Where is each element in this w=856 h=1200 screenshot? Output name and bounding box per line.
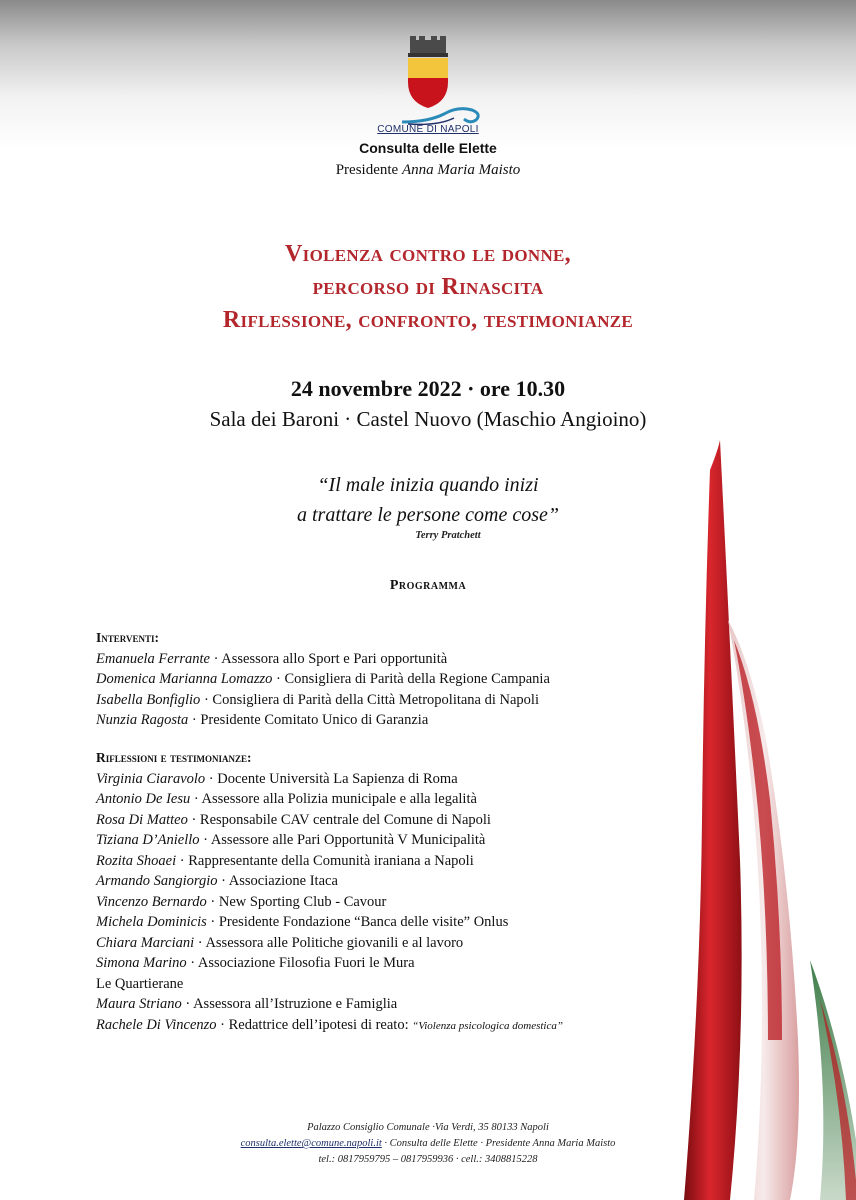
list-item: Virginia Ciaravolo · Docente Università La Sapienza di Roma <box>96 770 458 787</box>
event-date: 24 novembre 2022 · ore 10.30 <box>290 376 566 401</box>
speaker-name: Rozita Shoaei <box>96 852 177 869</box>
list-item: Nunzia Ragosta · Presidente Comitato Unico di Garanzia <box>96 712 429 728</box>
speaker-name: Tiziana D’Aniello <box>96 832 200 848</box>
quote-author: Terry Pratchett <box>415 530 481 541</box>
speaker-role: Docente Università La Sapienza di Roma <box>217 770 458 787</box>
wave-logo-icon <box>398 104 488 126</box>
footer-address: Palazzo Consiglio Comunale ·Via Verdi, 35 80133 Napoli <box>307 1122 549 1133</box>
speaker-name: Vincenzo Bernardo <box>96 893 207 910</box>
list-item: Vincenzo Bernardo · New Sporting Club - Cavour <box>96 893 387 910</box>
speaker-name: Armando Sangiorgio <box>96 873 218 889</box>
list-item: Emanuela Ferrante · Assessora allo Sport e Pari opportunità <box>96 650 448 667</box>
speaker-name: Antonio De Iesu <box>96 791 191 807</box>
footer-org: · Consulta delle Elette · Presidente Anna Maria Maisto <box>381 1138 616 1149</box>
quote-line: a trattare le persone come cose” <box>297 504 559 526</box>
speaker-role: Presidente Fondazione “Banca delle visite” Onlus <box>218 914 509 930</box>
speaker-role: Presidente Comitato Unico di Garanzia <box>200 712 429 728</box>
speaker-name: Virginia Ciaravolo <box>96 770 206 787</box>
event-title <box>0 238 856 337</box>
section-heading: Riflessioni e testimonianze: <box>96 750 252 765</box>
presidente-label: Presidente <box>335 162 399 178</box>
speaker-name: Rachele Di Vincenzo <box>96 1016 217 1033</box>
presidente-line <box>0 162 856 179</box>
list-item: Antonio De Iesu · Assessore alla Polizia municipale e alla legalità <box>96 791 477 807</box>
consulta-label: Consulta delle Elette <box>359 140 497 156</box>
list-item: Armando Sangiorgio · Associazione Itaca <box>96 873 338 889</box>
speaker-role: Assessora all’Istruzione e Famiglia <box>193 996 398 1012</box>
speaker-role: Consigliera di Parità della Città Metropolitana di Napoli <box>212 691 539 708</box>
speaker-role: Redattrice dell’ipotesi di reato: <box>228 1016 409 1033</box>
quote-line: “Il male inizia quando inizi <box>317 474 539 496</box>
speaker-role: Consigliera di Parità della Regione Campania <box>284 671 550 687</box>
email-link[interactable]: consulta.elette@comune.napoli.it <box>240 1138 382 1149</box>
list-item: Michela Dominicis · Presidente Fondazione “Banca delle visite” Onlus <box>96 914 509 930</box>
programma-heading: Programma <box>389 578 467 593</box>
speaker-name: Emanuela Ferrante <box>96 650 210 667</box>
speaker-role: Associazione Itaca <box>228 873 338 889</box>
speaker-name: Nunzia Ragosta <box>96 712 189 728</box>
riflessioni-section <box>96 748 736 1036</box>
speaker-name: Rosa Di Matteo <box>96 811 188 828</box>
list-item: Simona Marino · Associazione Filosofia Fuori le Mura <box>96 955 415 971</box>
speaker-role: Associazione Filosofia Fuori le Mura <box>197 955 415 971</box>
event-venue: Sala dei Baroni · Castel Nuovo (Maschio Angioino) <box>209 407 647 431</box>
list-item: Tiziana D’Aniello · Assessore alle Pari Opportunità V Municipalità <box>96 832 486 848</box>
list-item: Le Quartierane <box>96 975 184 992</box>
interventi-section <box>96 628 736 731</box>
speaker-role: Assessore alla Polizia municipale e alla legalità <box>201 791 477 807</box>
speaker-role: Assessora alle Politiche giovanili e al lavoro <box>205 934 464 951</box>
list-item: Isabella Bonfiglio · Consigliera di Parità della Città Metropolitana di Napoli <box>96 691 539 708</box>
speaker-name: Maura Striano <box>96 996 182 1012</box>
speaker-name: Domenica Marianna Lomazzo <box>96 671 273 687</box>
comune-label: COMUNE DI NAPOLI <box>377 124 479 135</box>
list-item: Chiara Marciani · Assessora alle Politiche giovanili e al lavoro <box>96 934 464 951</box>
speaker-name: Isabella Bonfiglio <box>96 691 201 708</box>
ribbon-decoration <box>670 440 856 1200</box>
publication-title: “Violenza psicologica domestica” <box>412 1019 563 1032</box>
presidente-name: Anna Maria Maisto <box>401 162 521 178</box>
list-item: Rozita Shoaei · Rappresentante della Comunità iraniana a Napoli <box>96 852 474 869</box>
speaker-name: Chiara Marciani <box>96 934 195 951</box>
section-heading: Interventi: <box>96 630 159 645</box>
speaker-role: New Sporting Club - Cavour <box>218 893 387 910</box>
speaker-name: Michela Dominicis <box>96 914 207 930</box>
list-item: Rosa Di Matteo · Responsabile CAV centrale del Comune di Napoli <box>96 811 491 828</box>
list-item: Maura Striano · Assessora all’Istruzione e Famiglia <box>96 996 398 1012</box>
speaker-role: Responsabile CAV centrale del Comune di Napoli <box>199 811 491 828</box>
title-line: percorso di Rinascita <box>312 274 544 300</box>
list-item: Domenica Marianna Lomazzo · Consigliera di Parità della Regione Campania <box>96 671 550 687</box>
speaker-role: Rappresentante della Comunità iraniana a Napoli <box>188 852 474 869</box>
title-line: Violenza contro le donne, <box>285 241 571 267</box>
speaker-role: Assessore alle Pari Opportunità V Municipalità <box>210 832 486 848</box>
title-line: Riflessione, confronto, testimonianze <box>222 307 634 333</box>
footer-phones: tel.: 0817959795 – 0817959936 · cell.: 3408815228 <box>318 1154 538 1165</box>
list-item: Rachele Di Vincenzo · Redattrice dell’ipotesi di reato: “Violenza psicologica domestica” <box>96 1016 563 1033</box>
speaker-role: Assessora allo Sport e Pari opportunità <box>221 650 448 667</box>
speaker-name: Simona Marino <box>96 955 187 971</box>
